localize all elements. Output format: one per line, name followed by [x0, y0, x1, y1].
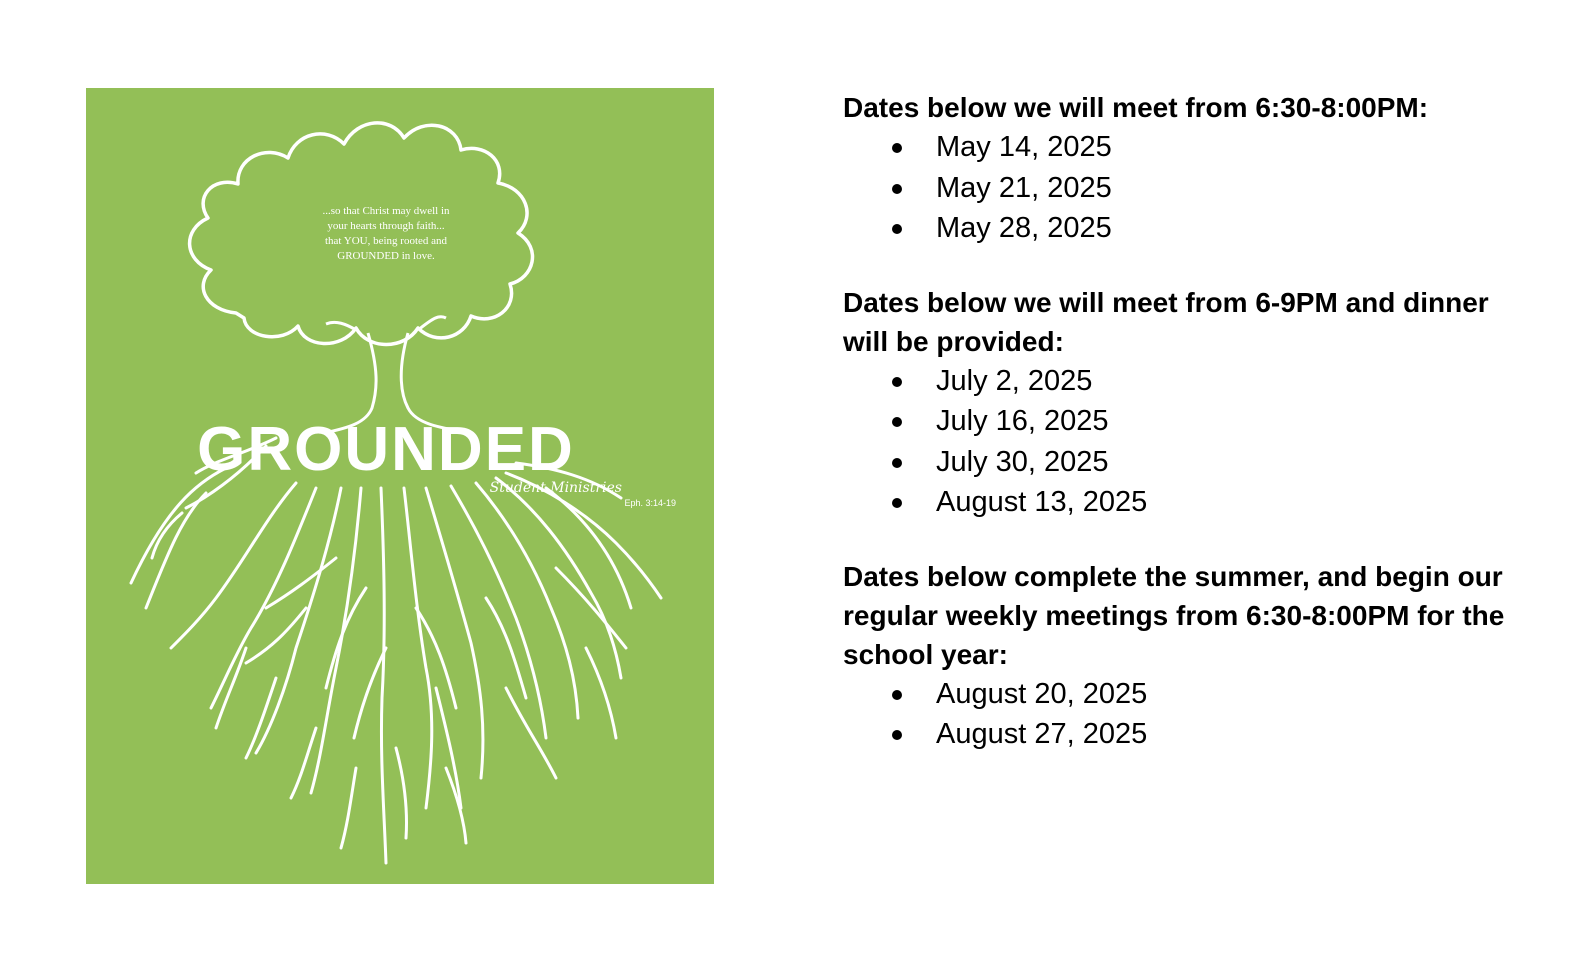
section-heading-3: Dates below complete the summer, and begin our regular weekly meetings from 6:30-8:00PM for the school year:: [843, 560, 1505, 670]
quote-line-3: that YOU, being rooted and: [324, 235, 448, 247]
section-heading-1: Dates below we will meet from 6:30-8:00PM:: [843, 92, 1429, 123]
list-item: May 14, 2025: [843, 127, 1533, 168]
list-item: May 21, 2025: [843, 168, 1533, 209]
quote-line-2: your hearts through faith...: [327, 220, 445, 232]
poster-title: GROUNDED: [197, 415, 575, 484]
date-list-2: [843, 361, 1533, 523]
poster-subtitle: Student Ministries: [489, 480, 622, 496]
tree-canopy: [190, 123, 533, 345]
list-item: August 20, 2025: [843, 674, 1533, 715]
schedule-panel: [843, 88, 1533, 755]
section-heading-2: Dates below we will meet from 6-9PM and dinner will be provided:: [843, 286, 1489, 357]
list-item: August 27, 2025: [843, 714, 1533, 755]
list-item: May 28, 2025: [843, 208, 1533, 249]
list-item: August 13, 2025: [843, 482, 1533, 523]
quote-line-4: GROUNDED in love.: [337, 250, 435, 262]
list-item: July 2, 2025: [843, 361, 1533, 402]
tree-illustration: [86, 88, 714, 884]
date-list-3: [843, 674, 1533, 755]
quote-line-1: ...so that Christ may dwell in: [322, 205, 450, 217]
tree-roots: [131, 438, 661, 863]
date-list-1: [843, 127, 1533, 249]
list-item: July 16, 2025: [843, 401, 1533, 442]
grounded-poster: [86, 88, 714, 884]
list-item: July 30, 2025: [843, 442, 1533, 483]
poster-reference: Eph. 3:14-19: [624, 498, 676, 508]
